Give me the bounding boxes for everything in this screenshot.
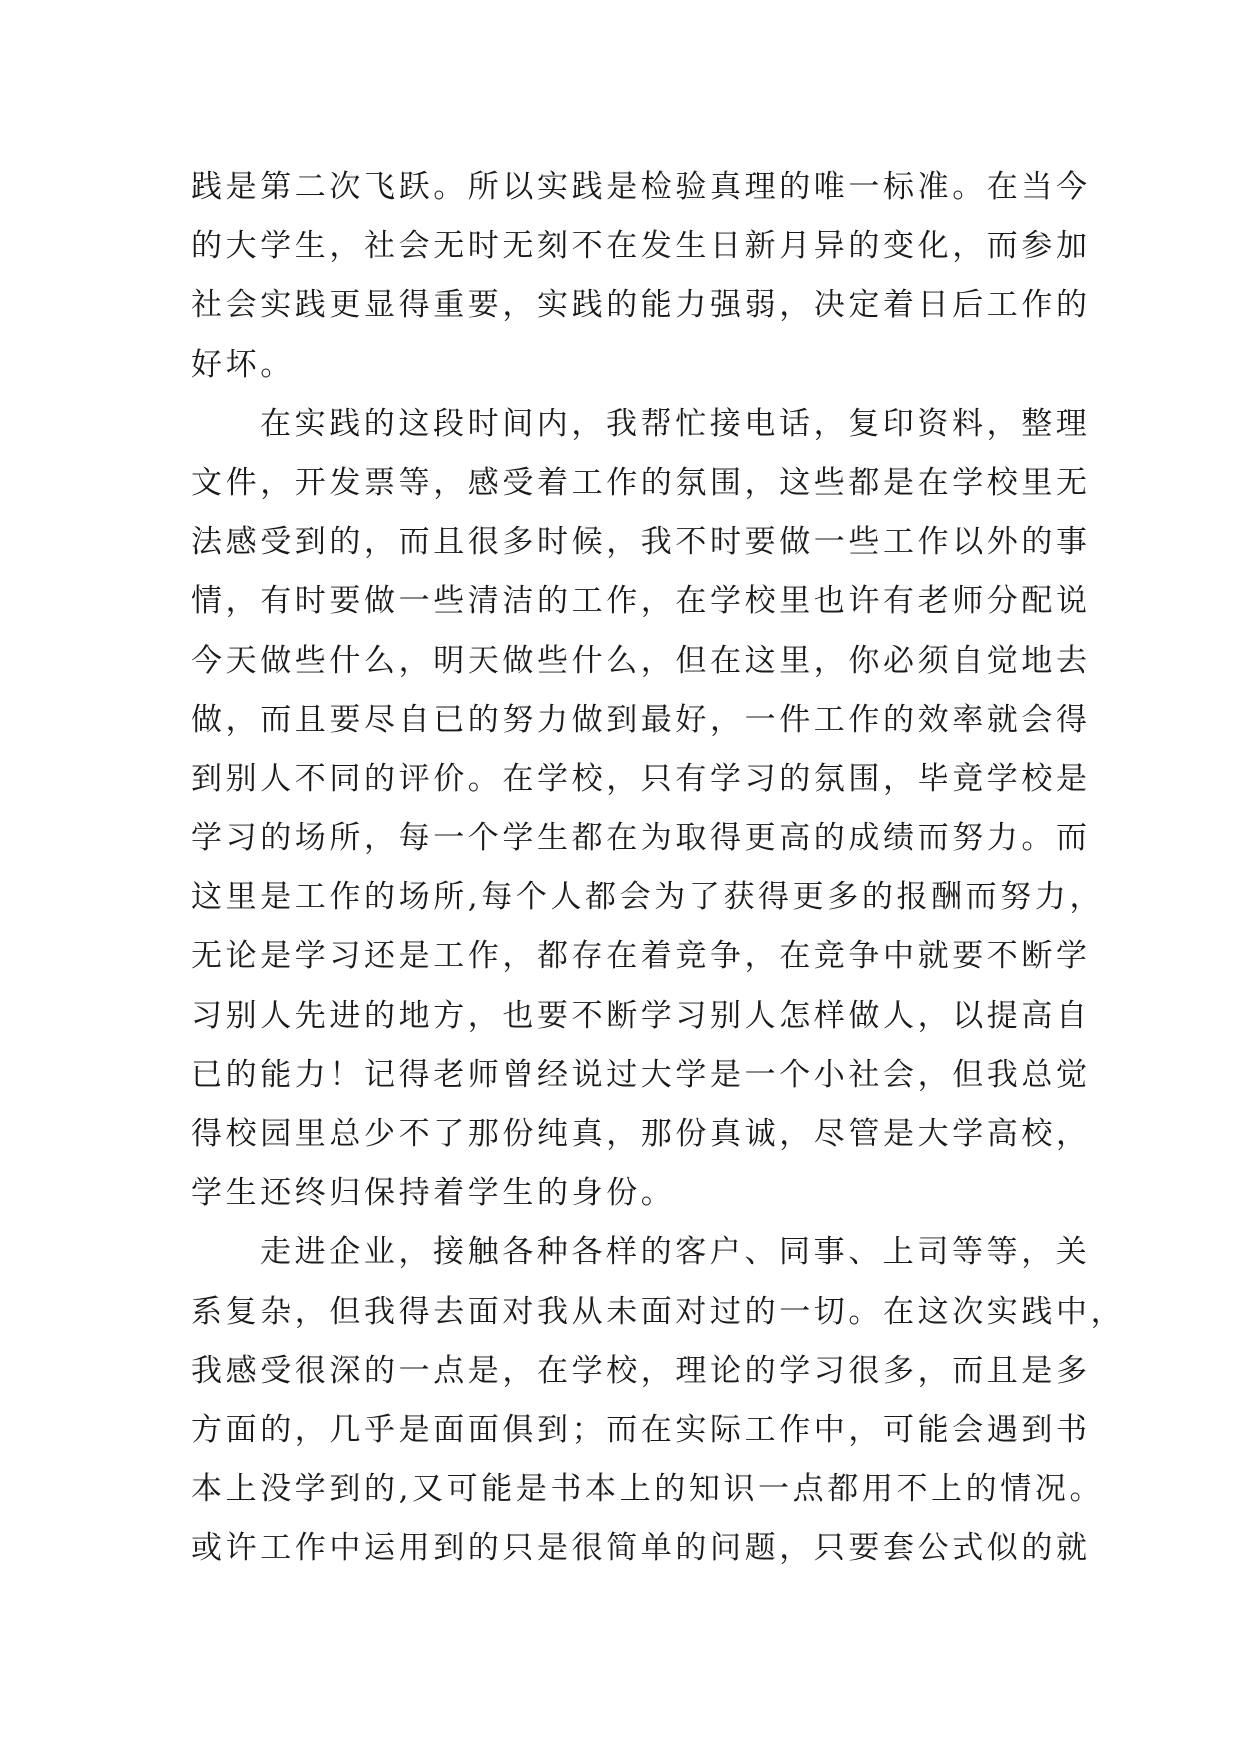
text-line: 本上没学到的,又可能是书本上的知识一点都用不上的情况。 bbox=[191, 1471, 1105, 1508]
text-line: 今天做些什么，明天做些什么，但在这里，你必须自觉地去 bbox=[191, 642, 1091, 679]
text-line: 学生还终归保持着学生的身份。 bbox=[191, 1175, 676, 1212]
text-line: 我感受很深的一点是，在学校，理论的学习很多，而且是多 bbox=[191, 1352, 1091, 1389]
paragraph-start-line: 在实践的这段时间内，我帮忙接电话，复印资料，整理 bbox=[260, 405, 1091, 442]
text-line: 情，有时要做一些清洁的工作，在学校里也许有老师分配说 bbox=[191, 583, 1091, 620]
text-line: 或许工作中运用到的只是很简单的问题，只要套公式似的就 bbox=[191, 1530, 1091, 1567]
text-line: 已的能力！记得老师曾经说过大学是一个小社会，但我总觉 bbox=[191, 1056, 1091, 1093]
text-line: 文件，开发票等，感受着工作的氛围，这些都是在学校里无 bbox=[191, 464, 1091, 501]
text-line: 社会实践更显得重要，实践的能力强弱，决定着日后工作的 bbox=[191, 287, 1091, 324]
text-line: 无论是学习还是工作，都存在着竞争，在竞争中就要不断学 bbox=[191, 938, 1091, 975]
text-line: 系复杂，但我得去面对我从未面对过的一切。在这次实践中， bbox=[191, 1293, 1126, 1330]
text-line: 做，而且要尽自已的努力做到最好，一件工作的效率就会得 bbox=[191, 701, 1091, 738]
text-line: 到别人不同的评价。在学校，只有学习的氛围，毕竟学校是 bbox=[191, 760, 1091, 797]
text-line: 法感受到的，而且很多时候，我不时要做一些工作以外的事 bbox=[191, 524, 1091, 561]
body-text bbox=[191, 158, 1126, 1579]
text-line: 的大学生，社会无时无刻不在发生日新月异的变化，而参加 bbox=[191, 228, 1091, 265]
text-line: 好坏。 bbox=[191, 346, 295, 383]
text-line: 方面的，几乎是面面俱到；而在实际工作中，可能会遇到书 bbox=[191, 1411, 1091, 1448]
text-line: 习别人先进的地方，也要不断学习别人怎样做人，以提高自 bbox=[191, 997, 1091, 1034]
text-line: 这里是工作的场所,每个人都会为了获得更多的报酬而努力， bbox=[191, 879, 1105, 916]
text-line: 得校园里总少不了那份纯真，那份真诚，尽管是大学高校， bbox=[191, 1116, 1091, 1152]
text-line: 学习的场所，每一个学生都在为取得更高的成绩而努力。而 bbox=[191, 820, 1091, 857]
text-line: 践是第二次飞跃。所以实践是检验真理的唯一标准。在当今 bbox=[191, 169, 1091, 205]
paragraph-start-line: 走进企业，接触各种各样的客户、同事、上司等等，关 bbox=[260, 1234, 1091, 1271]
